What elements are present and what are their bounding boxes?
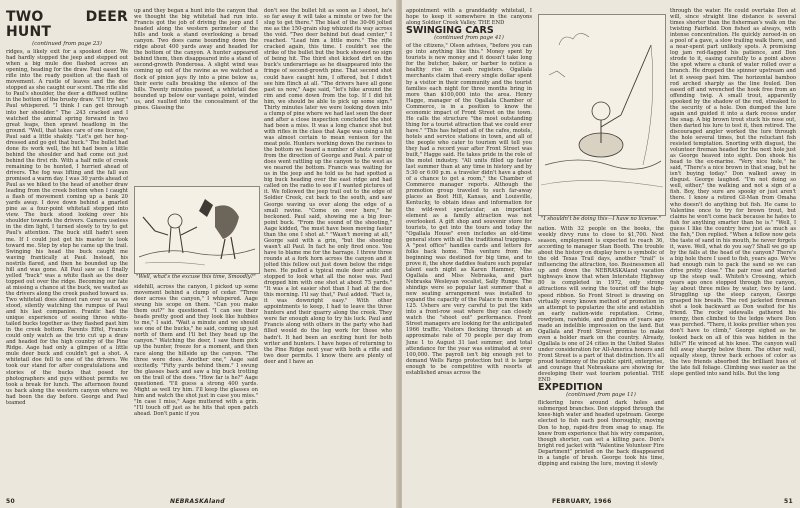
article-text: of the citizens," Olson advises, "before you can go into anything like this." Money spent by tourists is new money and it doesn't take long for the butcher, baker, or barber to notice a healthy rise in cash registers. Ogallala merchants claim that every single dollar spent by a visitor in their community and the tourist families each night for three months bring in more than $100,000 into the area. Henry Hagge, manager of the Ogallala Chamber of Commerce, is in a position to know the economic impact of Front Street on the town. He calls the structure "the most outstanding thing for a tourist attraction that we could ever have." "This has helped all of the cafes, motels, hotels and service stations in town, and all of the people who cater to tourism will tell you they had a record year after Front Street was built," Hagge said. He takes pride in the role of the motel industry. "All units filled up faster last summer than at any time in history and by 5:30 or 6:00 p.m. a traveler didn't have a ghost of a chance to get a room," the Chamber of Commerce manager reports. Although the promotion group traveled to such far-away places as Boot Hill, Kansas, and Louisville, Kentucky, to obtain ideas and information for the wild-west spectacular, an important element as a family attraction was not overlooked. A gift shop and souvenir store for tourists, to get into the tours and today the "Ogallala House" even includes an old-time general store with all the traditional trappings. A "post office" handles cards and letters for folks back home. This venture from the beginning was destined for big time, and to prove it, the show daddies feature such popular talent each night as Karen Hammer, Miss Ogallala and Miss Nebraska, and part Nebraska Wesleyan vocalist, Sally Runge. The shindigs were so popular last summer that a new seating arrangement was installed to expand the capacity of the Palace to more than 125. Ushers are very careful to put the kids into a front-row seat where they can closely watch the "shoot out" performance. Front Street managers are looking for the anticipated 1966 traffic. Visitors flocking through at an approximate rate of 70 people per day from June 1 to August 31 last summer, and total attendance for the year was estimated at over 100,000. The payroll isn't big enough yet to demand Wells Fargo protection but it is large enough to be competitive with resorts at established areas across the [406, 43, 532, 376]
fishing-cartoon-caption: "I shouldn't be doing this—I have no license." [541, 216, 661, 222]
page-number: 51 [784, 498, 793, 505]
swinging-cars-headline: SWINGING CARS [406, 25, 494, 37]
fisherman-cartoon-icon [539, 15, 665, 215]
article-text: up and they began a hunt into the canyon that we thought the big whitetail had run into. Francis got the job of driving the jeep and I headed along the western perimeter of the hills and took a stand overlooking a broad canyon. Two does came bounding down the ridge about 400 yards away and headed for the bottom of the canyon. A hunter appeared behind them, then disappeared into a stand of second-growth Ponderosa. A slight wind was coming up out of the ravine as we watched a flock of pinion jays fly into a pine below us, their eerie calls breaking the silence of the hills. Twenty minutes passed, a whitetail doe bounded up below our vantage point, winded us, and vaulted into the concealment of the pines. Glassing the [134, 8, 258, 111]
article-text: ridges, a likely exit for a spooked deer. We had hardly stopped the jeep and stepped out when a big mule doe flashed across an opening, heading for the draw. Paul eased his rifle into the ready position at the flash of movement. A rustle of leaves and the doe stopped as she caught our scent. The rifle slid to Paul's shoulder, the deer a diffused outline in the bottom of the brushy draw. "I'll try her," Paul whispered. "I think I can get through into her shoulder." The .243 cracked and I watched the animal spring forward in two great leaps, then sprawl headlong in the ground. "Well, that takes care of one license," Paul said a little shakily. "Let's get her hog-dressed and go get that buck." The bullet had done its work well, the hit had been a little behind the shoulder and had come out just behind the first rib. With a half mile of creek remaining to be hunted, I hurried ahead of drivers. The fog was lifting and the fall sun promised a warm day. I was 30 yards ahead of Paul as we hiked to the head of another draw leading from the creek bottom when I caught a flash of movement coming up a bank 20 yards away. I dove down behind a gnarled pine as a four-point whitetail stepped into view. The buck stood looking over his shoulder towards the drivers. Camera useless in the dim light, I turned slowly to try to get Paul's attention. The buck still hadn't seen me. If I could just get his master to look toward me. Step by step he came up the trail. Swinging his head the buck caught me waving frantically at Paul. Instead, his nostrils flared, and then he bounded up the hill and was gone. All Paul saw as I finally yelled "buck" was a white flash as the deer topped out over the ridge. Becoming our fate at missing a chance at the buck, we waited as the drivers along the creek pushed toward us. Two whitetail does almost ran over us as we stood, silently watching the rumpus of Paul and his last companion. Frantic had the unique experience of seeing three white-tailed bucks together as they flashed past him in the creek bottom. Parents Effel, Francis could only watch as the trio cut up a draw and headed for the high country of the Pine Ridge. Aage had only a glimpse of a little mule deer buck and couldn't get a shot. A whitetail doe fell to one of the drivers. We took our stand for after congratulations and stories of the bucks that posed for photographers and guys without permits we took a break for lunch. The afternoon found us back along the western canyon where we had been the day before. George and Paul teamed [6, 49, 128, 406]
left-column-2-bottom [134, 284, 258, 490]
right-column-2 [538, 226, 664, 490]
cartoon-caption: "Well, what's the excuse this time, Smoodly?" [136, 274, 256, 280]
article-text: sidehill, across the canyon, I picked up some movement behind a clump of cedar. "Three deer across the canyon," I whispered. Aage swung his scope on them. "Can you make them out?" he questioned. "I can see their heads pretty good and they look like hubbies to me," I said. "Wait a minute and we should see one of the bucks," he said, coming up just north of them and I'll bet they head up the canyon." Watching the deer, I saw them pick up the hunter, freeze for a moment, and then race along the hillside up the canyon. "The three were does. Another one," Aage said excitedly. "Fifty yards behind them." I swung the glasses back and saw a big buck trotting on the trail of the does. "How far is he?" Aage questioned. "I'll guess a strong 400 yards. Might as well try him. I'll keep the glasses on him and watch the shot just in case you miss." "In case I miss," Aage muttered with a grin. "I'll touch off just as he hits that open patch ahead. Don't panic if you [134, 284, 258, 417]
page-number: 50 [6, 498, 15, 505]
fishing-cartoon [538, 14, 666, 216]
continued-note: (continued from page 11) [566, 392, 636, 399]
cartoon-illustration [134, 186, 260, 274]
right-column-3 [670, 8, 796, 488]
issue-date: FEBRUARY, 1966 [552, 498, 612, 505]
article-text: flickering lures around dark holes and submerged branches. Don stopped through the knee-high water and headed upstream. George elected to fish each pool thoroughly, moving Don to hop, rapid-fire from snag to snag. He knew from experience that his wiry companion, though shorter, can set a killing pace. Don's bright red jacket with "Valentine Volunteer Fire Department" printed on the back disappeared in a tangle of brush. George took his time, dipping and raising the lure, moving it slowly [538, 400, 664, 467]
article-text: appointment with a granddaddy whitetail, I hope to keep it somewhere in the canyons along Soldier Creek Valley. THE END [406, 8, 532, 27]
continued-note: (continued from page 23) [32, 41, 102, 47]
right-page [402, 0, 800, 508]
hunter-cartoon-icon [135, 187, 259, 273]
continued-note: (continued from page 41) [434, 35, 504, 42]
article-text: don't see the bullet hit as soon as I shoot, he's so far away it will take a minute or two for the slug to get there." The blast of the 30-06 jolted me as the 150-grain slug whizzed its way across the void. "Two deer behind but dead center," I reached. "Lead him a little more." The rifle cracked again, this time. I couldn't see the strike of the bullet but the buck showed no sign of being hit. The third shot kicked dirt on the buck's underarriage as he disappeared into the fringe of second-growth pine. That second shot could have caught him, I offered, but I didn't see him flinch at all. "The drivers have all gone past us now," Aage said, "let's hike around the rim and come down from the top. If I did hit him, we should be able to pick up some sign." Thirty minutes later we were looking down into a clump of pine where we had last seen the deer and after a close inspection concluded the shot had been a miss. It was a long chance shot but with rifles in the class that Aage was using a hit was almost certain to mean venison for the meat pole. Hunters working down the ravines to the bottom we heard a number of shots coming from the direction of George and Paul. A pair of does went rattling up the canyon to the west as we neared the bottom. Francis was waiting for us in the jeep and he told us he had spotted a big buck heading over the east ridge and had called on the radio to see if I wanted pictures of it. We followed the jeep trail out to the edge of Soldier Creek, cut back to the south, and saw George waving us over along the edge of a small ravine. "Come on over here," he beckoned. Paul said, showing me a big four-point buck. "From the sound of the shooting," Aage kidded, "he must have been moving faster than the one I shot at." "Wasn't moving at all," George said with a grin, "but the shooting wasn't all Paul. In fact he only fired once. You have to blame me for the barrage. I threw three rounds at a fork horn across the canyon and it jolted this fellow out just down below the ridge here. He pulled a typical mule deer antic and stopped to look what all the noise was. Paul dropped him with one shot at about 75 yards." "It was a lot easier shot than I had at the doe this morning. I'll say that," Paul added. "Fact is, it was downright easy." With other appointments to keep, I had to leave the three hunters and their quarry along the creek. They were far enough along to try his luck. Paul and Francis along with others in the party who had filled would do the leg work for those who hadn't. It had been an exciting hunt for both writer and hunters. I have hopes of returning to the Pine Ridge next year with both a rifle and two deer permits. I know there are plenty of deer and I have an [264, 8, 392, 365]
right-column-1 [406, 8, 532, 488]
article-headline: TWO DEER HUNT [6, 9, 128, 40]
article-text: through the water. He could overtake Don at will, since straight line distance is several times shorter than the fisherman's walk on the twisting Fairfield. Don fished as always, with intense concentration. He quickly zeroed-in on a pool of a gave, a slow trailing walk there, and a near-spent part unlikely spots. A promising log jam red-flagged his patience, and Don strode to it, easing carefully to a point above the spot where a chunk of water rolled over a branch. He dropped the spinner upstream and let it sweep past him. The horizontal bamboo rod arched sharply as the line fouled. Don eased off and wrenched the hook free from an offending twig. A small trout, apparently spooked by the shadow of the rod, streaked to the security of a hole. Don dumped the lure again and guided it into a dark recess under the snag. A big brown trout stuck his nose out, then darted his lure to test it, then retired. The discouraged angler worked the lure through the hole several times, but the reluctant fish resisted temptation. Snorting with disgust, the volunteer fireman headed for the next hole just as George heaved into sight. Don shook his head to the ex-marine. "Very nice hole," he said, "There's a nice brown in that snag, but he isn't buying today." Don walked away in disgust. George laughed. "I'm not doing so well, either," the walking and not a sign of a fish. Boy, they sure are spooky or just aren't there. I know a retired GI-Man from Omaha who doesn't do anything but fish. He came to Valentine once to try for brown trout, but claims he won't come back because he hates to fish for anything smarter than he is." "Well, I guess I like the country here just as much as the fish," Don replied. "When a fellow now gets the taste of sand in his mouth, he never forgets it, wave. Well, what do you say? Shall we go up by the falls at the head of the canyon? There's a big hole there I used to fish, years ago. We've had enough rain to pack the sand so we can drive pretty close." The pair rose and started up the steep wall. Whiteh's Crossing, which years ago once stopped through the canyon, lay about three miles by water, two by land. Struggling up the steep canyon, George grasped his breath. The red jacketed fireman shot a look backward as Don waited for his friend. The rocky sidewalls gathered his energy, then climbed to the ledge where Don was perched. "There, it looks prettier when you don't have to climb," George sighed as he looked back on all of this was hidden in the hills?" He winced at his knee. The canyon wall fell away sharply below them. The other wall, equally steep, threw back echoes of color as the two friends absorbed the brilliant hues of the late fall foliage. Climbing was easier as the slope gentled into sand hills. But the long [670, 8, 796, 377]
left-page [0, 0, 398, 508]
magazine-name: NEBRASKAland [170, 498, 225, 505]
article-text: nation. With 32 people on the books, the weekly divvy runs to close to $1,700. Next season, employment is expected to reach 36, according to manager Stan Booth. The trouble about the history on display here is symbolic of the old Texas Trail days, another "trail" is influencing the attraction, too. Businessmen all up and down the NEBRASKAland vacation highways know that when Interstate Highway 80 is completed in 1972, only strong attractions will swing the tourist off the high-speed ribbon. So Front Street is drawing on virtually every known method of promotion in an attempt to popularize the site and establish an early nation-wide reputation. Crime, rowdyism, rawhide, and gunfires of years ago made an indelible impression on the land. But Ogallala and Front Street promise to make even a bolder mark on the country. Already, Ogallala is one of 24 cities in the United States under consideration for All-America honors and Front Street is a part of that distinction. It's all proud testimony of the public spirit, enterprise, and courage that Nebraskans are showing for developing their vast tourism potential. THE END [538, 226, 664, 384]
left-column-3 [264, 8, 392, 488]
expedition-headline: EXPEDITION [538, 382, 603, 394]
left-column-1 [6, 8, 128, 488]
